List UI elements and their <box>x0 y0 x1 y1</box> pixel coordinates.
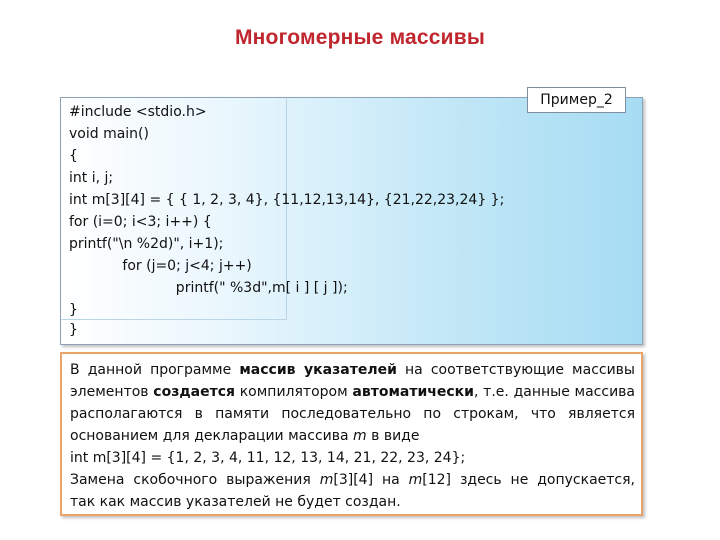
code-line: } <box>69 302 78 318</box>
code-line: int i, j; <box>69 170 114 186</box>
slide-title: Многомерные массивы <box>234 26 486 49</box>
description-line: располагаются в памяти последовательно по строкам, что является <box>70 406 635 422</box>
code-line: printf("\n %2d)", i+1); <box>69 236 224 252</box>
description-line: Замена скобочного выражения m[3][4] на m[12] здесь не допускается, <box>70 472 636 488</box>
code-line: { <box>69 148 78 164</box>
description-line: так как массив указателей не будет создан. <box>70 494 401 510</box>
code-line: for (j=0; j<4; j++) <box>69 258 252 274</box>
code-line: void main() <box>69 126 149 142</box>
code-line: #include <stdio.h> <box>69 104 207 120</box>
code-line: int m[3][4] = { { 1, 2, 3, 4}, {11,12,13,14}, {21,22,23,24} }; <box>69 192 505 208</box>
code-line: printf(" %3d",m[ i ] [ j ]); <box>69 280 348 296</box>
example-label: Пример_2 <box>527 87 626 113</box>
description-box <box>60 352 643 516</box>
code-line: for (i=0; i<3; i++) { <box>69 214 212 230</box>
description-line: элементов создается компилятором автоматически, т.е. данные массива <box>70 384 636 400</box>
description-line: В данной программе массив указателей на соответствующие массивы <box>70 362 635 378</box>
description-line: основанием для декларации массива m в виде <box>70 428 420 444</box>
code-block <box>60 97 643 345</box>
code-line: } <box>69 322 78 338</box>
description-line: int m[3][4] = {1, 2, 3, 4, 11, 12, 13, 14, 21, 22, 23, 24}; <box>70 450 466 466</box>
